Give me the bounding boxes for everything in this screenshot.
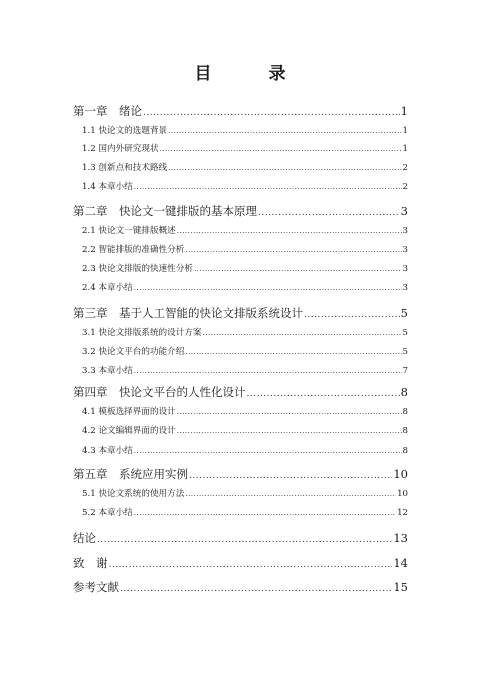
toc-section-entry[interactable] [73, 424, 408, 436]
toc-entry-label: 3.1 快论文排版系统的设计方案 [82, 328, 202, 338]
toc-dot-leader [120, 580, 392, 594]
toc-dot-leader [134, 283, 402, 293]
toc-dot-leader [168, 126, 401, 136]
toc-section-entry[interactable] [73, 161, 408, 173]
toc-page-number: 10 [397, 489, 408, 499]
toc-dot-leader [97, 531, 392, 545]
page-title: 目 录 [194, 64, 306, 84]
toc-chapter-entry[interactable] [73, 555, 408, 571]
toc-section-entry[interactable] [73, 180, 408, 192]
toc-chapter-entry[interactable] [73, 305, 408, 321]
toc-page-number: 5 [402, 347, 408, 357]
toc-page-number: 2 [402, 182, 408, 192]
toc-dot-leader [177, 426, 402, 436]
toc-dot-leader [185, 347, 401, 357]
toc-entry-label: 结论 [73, 531, 96, 545]
toc-chapter-entry[interactable] [73, 103, 408, 119]
toc-section-entry[interactable] [73, 487, 408, 499]
toc-section-entry[interactable] [73, 224, 408, 236]
toc-entry-label: 1.4 本章小结 [82, 182, 133, 192]
toc-section-entry[interactable] [73, 506, 408, 518]
toc-page-number: 8 [402, 446, 408, 456]
toc-section-entry[interactable] [73, 243, 408, 255]
toc-entry-label: 3.2 快论文平台的功能介绍 [82, 347, 185, 357]
toc-page-number: 8 [402, 407, 408, 417]
toc-section-entry[interactable] [73, 281, 408, 293]
toc-page-number: 1 [400, 104, 408, 118]
toc-page-number: 3 [402, 264, 408, 274]
toc-entry-label: 2.4 本章小结 [82, 283, 133, 293]
toc-dot-leader [160, 144, 402, 154]
toc-page-number: 5 [400, 306, 408, 320]
toc-page-number: 2 [402, 163, 408, 173]
toc-section-entry[interactable] [73, 364, 408, 376]
toc-entry-label: 1.2 国内外研究现状 [82, 144, 159, 154]
toc-entry-label: 5.2 本章小结 [82, 508, 133, 518]
toc-section-entry[interactable] [73, 345, 408, 357]
toc-entry-label: 4.3 本章小结 [82, 446, 133, 456]
toc-entry-label: 第四章 快论文平台的人性化设计 [73, 385, 246, 399]
toc-section-entry[interactable] [73, 262, 408, 274]
toc-entry-label: 2.1 快论文一键排版概述 [82, 226, 176, 236]
toc-chapter-entry[interactable] [73, 579, 408, 595]
toc-dot-leader [189, 467, 392, 481]
toc-entry-label: 致 谢 [73, 556, 108, 570]
toc-page-number: 1 [402, 126, 408, 136]
toc-page-number: 1 [402, 144, 408, 154]
toc-entry-label: 第一章 绪论 [73, 104, 142, 118]
toc-page-number: 3 [402, 283, 408, 293]
toc-page-number: 15 [393, 580, 408, 594]
toc-chapter-entry[interactable] [73, 466, 408, 482]
toc-entry-label: 第三章 基于人工智能的快论文排版系统设计 [73, 306, 303, 320]
toc-page-number: 8 [402, 426, 408, 436]
toc-page-number: 3 [400, 204, 408, 218]
toc-page-number: 10 [393, 467, 408, 481]
toc-page-number: 12 [397, 508, 408, 518]
toc-dot-leader [258, 204, 400, 218]
toc-section-entry[interactable] [73, 142, 408, 154]
toc-section-entry[interactable] [73, 405, 408, 417]
toc-dot-leader [247, 385, 400, 399]
toc-entry-label: 第二章 快论文一键排版的基本原理 [73, 204, 257, 218]
toc-dot-leader [177, 226, 402, 236]
toc-dot-leader [194, 264, 402, 274]
toc-entry-label: 第五章 系统应用实例 [73, 467, 188, 481]
toc-chapter-entry[interactable] [73, 530, 408, 546]
toc-dot-leader [203, 328, 402, 338]
toc-entry-label: 1.1 快论文的选题背景 [82, 126, 168, 136]
toc-section-entry[interactable] [73, 326, 408, 338]
toc-dot-leader [109, 556, 393, 570]
toc-entry-label: 1.3 创新点和技术路线 [82, 163, 168, 173]
toc-page-number: 14 [393, 556, 408, 570]
toc-dot-leader [134, 182, 402, 192]
toc-chapter-entry[interactable] [73, 384, 408, 400]
toc-dot-leader [143, 104, 400, 118]
toc-page-number: 3 [402, 245, 408, 255]
toc-dot-leader [168, 163, 401, 173]
toc-dot-leader [304, 306, 400, 320]
toc-page-number: 7 [402, 366, 408, 376]
toc-entry-label: 3.3 本章小结 [82, 366, 133, 376]
toc-dot-leader [185, 245, 401, 255]
toc-entry-label: 2.2 智能排版的准确性分析 [82, 245, 185, 255]
toc-dot-leader [134, 508, 396, 518]
toc-entry-label: 4.2 论文编辑界面的设计 [82, 426, 176, 436]
toc-dot-leader [134, 366, 402, 376]
toc-page-number: 5 [402, 328, 408, 338]
toc-page-number: 3 [402, 226, 408, 236]
toc-section-entry[interactable] [73, 444, 408, 456]
toc-entry-label: 2.3 快论文排版的快速性分析 [82, 264, 193, 274]
toc-chapter-entry[interactable] [73, 203, 408, 219]
toc-entry-label: 4.1 模板选择界面的设计 [82, 407, 176, 417]
toc-dot-leader [185, 489, 396, 499]
toc-dot-leader [134, 446, 402, 456]
toc-dot-leader [177, 407, 402, 417]
toc-page-number: 13 [393, 531, 408, 545]
toc-section-entry[interactable] [73, 124, 408, 136]
toc-page-number: 8 [400, 385, 408, 399]
toc-entry-label: 参考文献 [73, 580, 119, 594]
toc-entry-label: 5.1 快论文系统的使用方法 [82, 489, 185, 499]
